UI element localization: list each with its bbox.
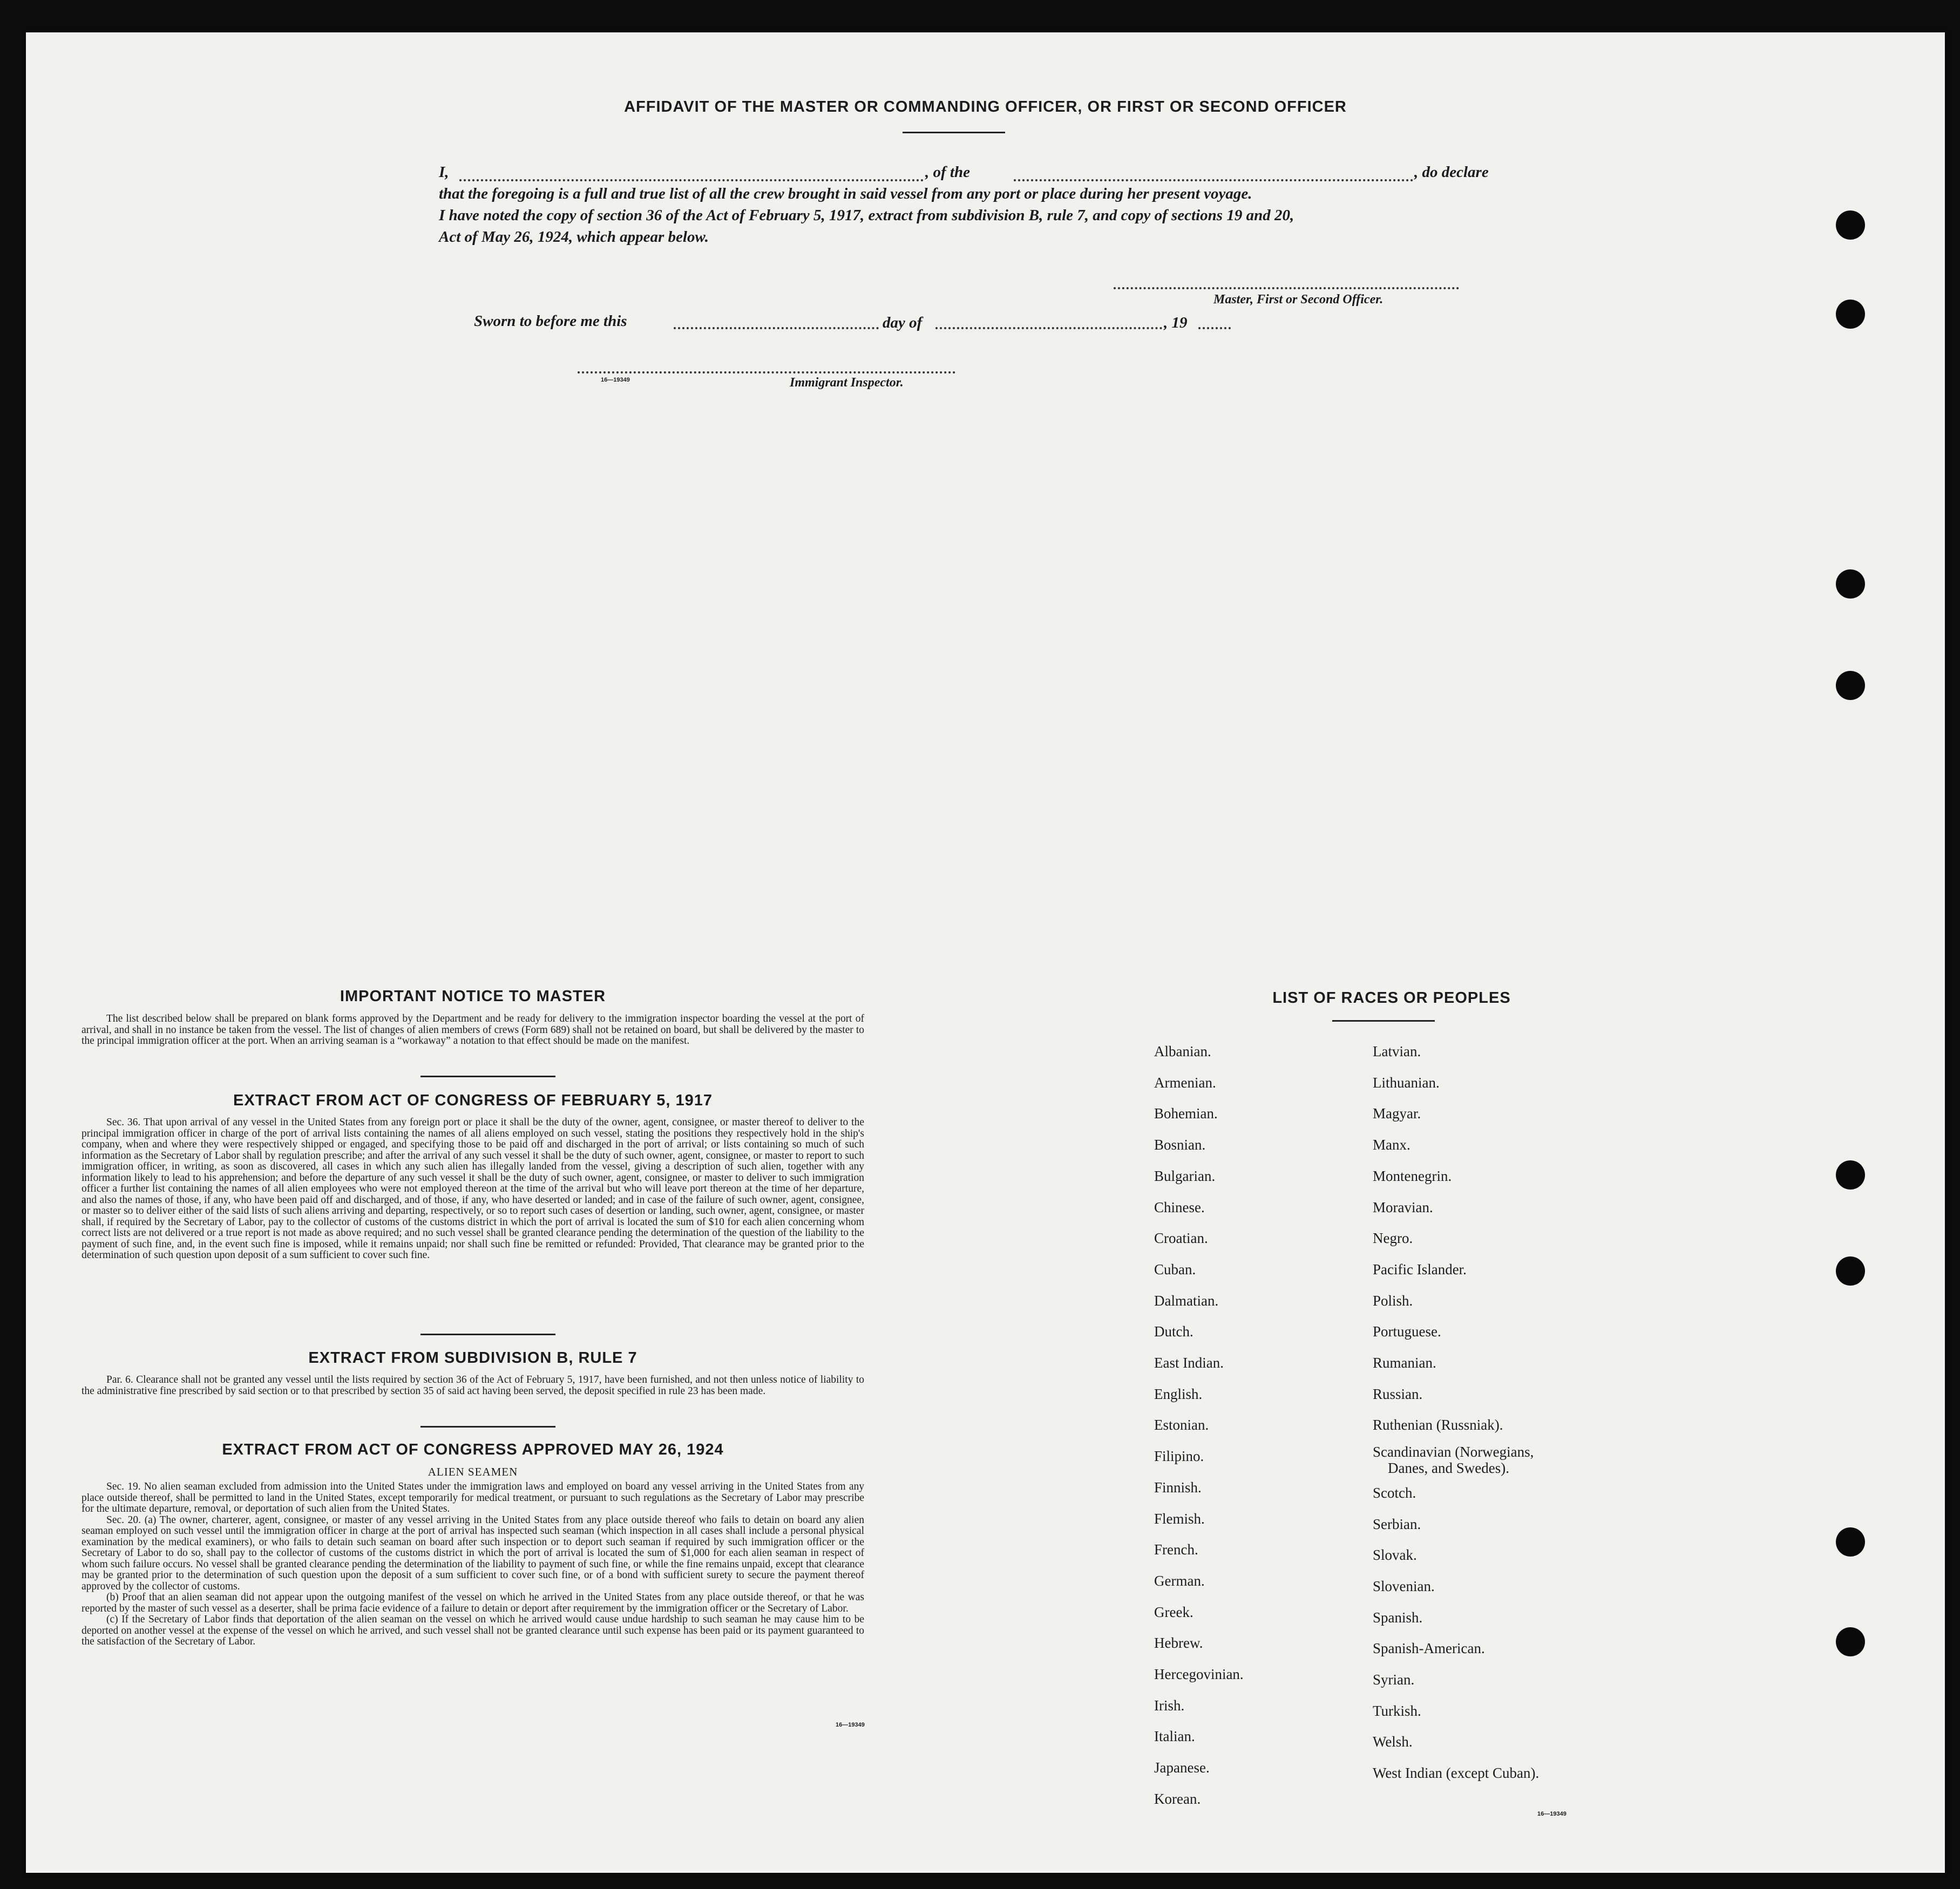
punch-hole	[1836, 210, 1865, 240]
punch-hole	[1836, 1160, 1865, 1190]
year-prefix: , 19	[1164, 314, 1188, 331]
race-item: Russian.	[1373, 1386, 1423, 1402]
inspector-caption: Immigrant Inspector.	[790, 376, 904, 390]
section-rule	[421, 1334, 555, 1335]
extract-1917-title: EXTRACT FROM ACT OF CONGRESS OF FEBRUARY 5, 1917	[233, 1092, 713, 1109]
race-item: Lithuanian.	[1373, 1075, 1440, 1091]
race-item: Dutch.	[1154, 1323, 1193, 1340]
rule-7-title: EXTRACT FROM SUBDIVISION B, RULE 7	[308, 1349, 637, 1367]
race-item: French.	[1154, 1541, 1198, 1558]
section-36-paragraph: Sec. 36. That upon arrival of any vessel in the United States from any foreign port or place it shall be the duty of the owner, agent, consignee, or master thereof to deliver to the principal immigration officer in charge of the port of arrival lists containing the names of all aliens employed on such vessel, stating the positions they respectively hold in the ship's company, when and where they were respectively shipped or engaged, and specifying those to be paid off and discharged in the port of arrival; or lists containing so much of such information as the Secretary of Labor shall by regulation prescribe; and after the arrival of any such vessel it shall be the duty of such owner, agent, consignee, or master to report to such immigration officer, in writing, as soon as discovered, all cases in which any such alien has illegally landed from the vessel, giving a description of such alien, together with any information likely to lead to his apprehension; and before the departure of any such vessel it shall be the duty of such owner, agent, consignee, or master to deliver to such immigration officer a further list containing the names of all alien employees who were not employed thereon at the time of the arrival but who will leave port thereon at the time of her departure, and also the names of those, if any, who have been paid off and discharged, and of those, if any, who have deserted or landed; and in case of the failure of such owner, agent, consignee, or master so to deliver either of the said lists of such aliens arriving and departing, respectively, or so to report such cases of desertion or landing, such owner, agent, consignee, or master shall, if required by the Secretary of Labor, pay to the collector of customs of the customs district in which the port of arrival is located the sum of $10 for each alien concerning whom correct lists are not delivered or a true report is not made as above required; and no such vessel shall be granted clearance pending the determination of the question of the liability to the payment of such fine, and, in the event such fine is imposed, while it remains unpaid; nor shall such fine be remitted or refunded: Provided, That clearance may be granted prior to the determination of such question upon deposit of a sum sufficient to cover such fine.	[82, 1117, 864, 1261]
race-item: Irish.	[1154, 1697, 1185, 1714]
race-item: Slovenian.	[1373, 1578, 1435, 1594]
race-item: Bohemian.	[1154, 1105, 1218, 1122]
race-item: Ruthenian (Russniak).	[1373, 1417, 1503, 1433]
sec-20a-paragraph: Sec. 20. (a) The owner, charterer, agent, consignee, or master of any vessel arriving in the United States from any place outside thereof who fails to detain on board any alien seaman employed on such vessel until the immigration officer in charge at the port of arrival has inspected such seaman (which inspection in all cases shall include a personal physical examination by the medical examiners), or who fails to detain such seaman on board after such inspection or to deport such seaman if required by such immigration officer or the Secretary of Labor to do so, shall pay to the collector of customs of the customs district in which the port of arrival is located the sum of $1,000 for each alien seaman in respect of whom such failure occurs. No vessel shall be granted clearance pending the determination of the liability to payment of such fine, or while the fine remains unpaid, except that clearance may be granted prior to the determination of such question upon the deposit of a sum sufficient to cover such fine, or of a bond with sufficient surety to secure the payment thereof approved by the collector of customs.	[82, 1514, 864, 1592]
notice-paragraph: The list described below shall be prepared on blank forms approved by the Department and be ready for delivery to the immigration inspector boarding the vessel at the port of arrival, and shall in no instance be taken from the vessel. The list of changes of alien members of crews (Form 689) shall not be retained on board, but shall be delivered by the master to the principal immigration officer at the port. When an arriving seaman is a “workaway” a notation to that effect should be made on the manifest.	[82, 1013, 864, 1047]
punch-hole	[1836, 1627, 1865, 1656]
sworn-year-blank	[1198, 327, 1231, 329]
affidavit-line-3: I have noted the copy of section 36 of the Act of February 5, 1917, extract from subdivision B, rule 7, and copy of sections 19 and 20,	[439, 207, 1294, 224]
rule-7-text	[82, 1375, 864, 1397]
race-item: Latvian.	[1373, 1043, 1421, 1059]
inspector-signature-line	[578, 371, 955, 373]
race-item: Croatian.	[1154, 1230, 1208, 1246]
punch-hole	[1836, 1256, 1865, 1286]
race-item: Bosnian.	[1154, 1137, 1206, 1153]
vessel-blank	[1014, 179, 1413, 181]
affidavit-of-the: , of the	[925, 164, 970, 181]
race-item: Spanish-American.	[1373, 1640, 1485, 1656]
race-item: Bulgarian.	[1154, 1168, 1216, 1184]
race-item: Turkish.	[1373, 1703, 1421, 1719]
race-item: Polish.	[1373, 1293, 1413, 1309]
par-6-paragraph: Par. 6. Clearance shall not be granted any vessel until the lists required by section 36 of the Act of February 5, 1917, have been furnished, and not then unless notice of liability to the administrative fine prescribed by said section or to that prescribed by section 35 of said act having been served, the deposit specified in rule 23 has been made.	[82, 1374, 864, 1397]
race-item: Dalmatian.	[1154, 1293, 1219, 1309]
section-rule	[421, 1426, 555, 1428]
race-item: Scandinavian (Norwegians,	[1373, 1444, 1534, 1460]
races-form-code: 16—19349	[1537, 1811, 1566, 1817]
sworn-day-blank	[674, 327, 879, 329]
affidavit-title: AFFIDAVIT OF THE MASTER OR COMMANDING OFFICER, OR FIRST OR SECOND OFFICER	[624, 98, 1347, 115]
extract-1917-text	[82, 1117, 864, 1261]
race-item: Finnish.	[1154, 1479, 1202, 1496]
sworn-month-blank	[935, 327, 1162, 329]
race-item: Welsh.	[1373, 1734, 1413, 1750]
race-item: English.	[1154, 1386, 1203, 1402]
race-item: Flemish.	[1154, 1511, 1205, 1527]
alien-seamen-subtitle: ALIEN SEAMEN	[428, 1465, 518, 1478]
punch-hole	[1836, 569, 1865, 599]
race-item: Spanish.	[1373, 1609, 1423, 1626]
race-item: Filipino.	[1154, 1448, 1204, 1464]
race-item: Portuguese.	[1373, 1323, 1441, 1340]
race-item: Armenian.	[1154, 1075, 1216, 1091]
sec-20c-paragraph: (c) If the Secretary of Labor finds that deportation of the alien seaman on the vessel on which he arrived would cause undue hardship to such seaman he may cause him to be deported on another vessel at the expense of the vessel on which he arrived, and such vessel shall not be granted clearance until such expense has been paid or its payment guaranteed to the satisfaction of the Secretary of Labor.	[82, 1614, 864, 1647]
race-item: Albanian.	[1154, 1043, 1211, 1059]
race-item: Estonian.	[1154, 1417, 1209, 1433]
race-item: Magyar.	[1373, 1105, 1421, 1122]
punch-hole	[1836, 671, 1865, 700]
punch-hole	[1836, 1527, 1865, 1557]
race-item: Chinese.	[1154, 1199, 1205, 1215]
extract-1924-title: EXTRACT FROM ACT OF CONGRESS APPROVED MAY 26, 1924	[222, 1441, 724, 1458]
extract-form-code: 16—19349	[836, 1722, 865, 1728]
race-item: Moravian.	[1373, 1199, 1433, 1215]
race-item: German.	[1154, 1573, 1205, 1589]
race-item: Slovak.	[1373, 1547, 1417, 1563]
affidavit-line-4: Act of May 26, 1924, which appear below.	[439, 228, 709, 246]
race-item: East Indian.	[1154, 1355, 1224, 1371]
race-item: Hercegovinian.	[1154, 1666, 1244, 1682]
section-rule	[421, 1076, 555, 1077]
race-item: Scotch.	[1373, 1485, 1416, 1501]
race-item: Serbian.	[1373, 1516, 1421, 1532]
races-title: LIST OF RACES OR PEOPLES	[1272, 989, 1511, 1007]
punch-hole	[1836, 300, 1865, 329]
master-signature-line	[1114, 287, 1459, 289]
race-item: Montenegrin.	[1373, 1168, 1452, 1184]
race-item: Rumanian.	[1373, 1355, 1436, 1371]
master-caption: Master, First or Second Officer.	[1213, 293, 1383, 307]
name-blank	[459, 179, 924, 181]
race-item: Korean.	[1154, 1791, 1201, 1807]
sec-20b-paragraph: (b) Proof that an alien seaman did not appear upon the outgoing manifest of the vessel on which he arrived in the United States from any place outside thereof, or that he was reported by the master of such vessel as a deserter, shall be prima facie evidence of a failure to detain or deport after requirement by the immigration officer or the Secretary of Labor.	[82, 1592, 864, 1614]
race-item: Greek.	[1154, 1604, 1193, 1620]
notice-title: IMPORTANT NOTICE TO MASTER	[340, 988, 606, 1005]
race-item: Danes, and Swedes).	[1388, 1460, 1509, 1476]
form-page	[26, 32, 1945, 1873]
race-item: Syrian.	[1373, 1671, 1415, 1688]
race-item: Negro.	[1373, 1230, 1413, 1246]
sworn-text: Sworn to before me this	[474, 312, 627, 330]
affidavit-form-code: 16—19349	[601, 377, 630, 383]
race-item: Hebrew.	[1154, 1635, 1203, 1651]
affidavit-i: I,	[439, 164, 449, 181]
extract-1924-text	[82, 1482, 864, 1648]
races-title-rule	[1332, 1020, 1435, 1022]
notice-text	[82, 1014, 864, 1047]
affidavit-line-2: that the foregoing is a full and true list of all the crew brought in said vessel from any port or place during her present voyage.	[439, 185, 1252, 202]
sec-19-paragraph: Sec. 19. No alien seaman excluded from admission into the United States under the immigration laws and employed on board any vessel arriving in the United States from any place outside thereof, shall be permitted to land in the United States, except temporarily for medical treatment, or pursuant to such regulations as the Secretary of Labor may prescribe for the ultimate departure, removal, or deportation of such alien from the United States.	[82, 1481, 864, 1514]
day-of-text: day of	[883, 314, 923, 331]
title-rule	[903, 132, 1005, 133]
race-item: West Indian (except Cuban).	[1373, 1765, 1539, 1781]
race-item: Cuban.	[1154, 1261, 1196, 1278]
race-item: Manx.	[1373, 1137, 1410, 1153]
affidavit-do-declare: , do declare	[1414, 164, 1489, 181]
race-item: Italian.	[1154, 1728, 1195, 1744]
race-item: Pacific Islander.	[1373, 1261, 1467, 1278]
race-item: Japanese.	[1154, 1759, 1210, 1776]
